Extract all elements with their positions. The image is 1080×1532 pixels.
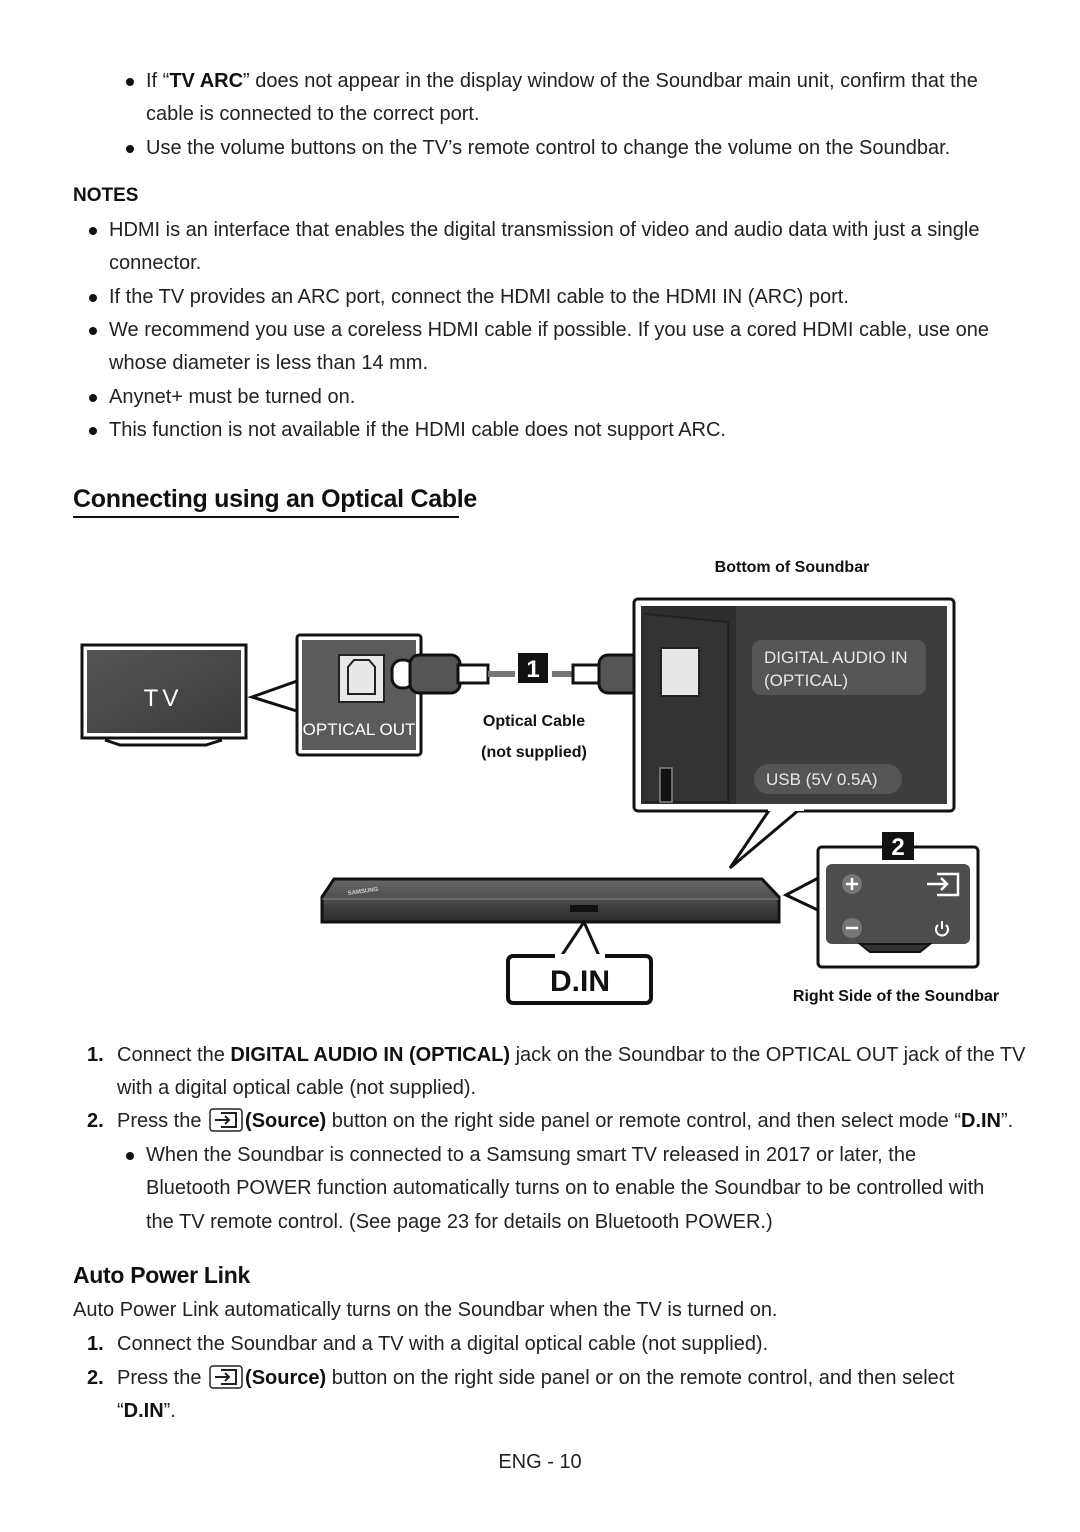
note-item-cont: whose diameter is less than 14 mm.	[109, 352, 429, 374]
bullet-dot	[126, 78, 134, 86]
step-1-text: Connect the DIGITAL AUDIO IN (OPTICAL) jack on the Soundbar to the OPTICAL OUT jack of the TV	[117, 1044, 1026, 1066]
sub-bullet: When the Soundbar is connected to a Samsung smart TV released in 2017 or later, the	[146, 1144, 917, 1166]
bold-tv-arc: TV ARC	[169, 70, 244, 92]
optical-out-panel	[297, 635, 421, 755]
bullet-dot	[89, 394, 97, 402]
bottom-of-soundbar-label: Bottom of Soundbar	[714, 559, 870, 576]
bullet-dot	[89, 294, 97, 302]
step-1-badge-number: 1	[526, 656, 540, 683]
digital-audio-in-label: DIGITAL AUDIO IN	[764, 648, 908, 667]
source-icon	[209, 1365, 243, 1389]
note-item: If the TV provides an ARC port, connect the HDMI cable to the HDMI IN (ARC) port.	[109, 286, 849, 308]
step-number: 2.	[87, 1367, 104, 1389]
page-number: ENG - 10	[498, 1451, 582, 1473]
step-2-text: Press the (Source) button on the right side panel or remote control, and then select mode “D.IN”.	[117, 1110, 1014, 1132]
note-item: We recommend you use a coreless HDMI cable if possible. If you use a cored HDMI cable, use one	[109, 319, 990, 341]
brand-mark: SAMSUNG	[347, 886, 379, 897]
tv-illustration	[82, 645, 246, 745]
auto-power-link-intro: Auto Power Link automatically turns on the Soundbar when the TV is turned on.	[73, 1299, 778, 1321]
cable-label-line1: Optical Cable	[482, 713, 586, 730]
auto-power-link-title: Auto Power Link	[73, 1262, 250, 1288]
bullet-dot	[89, 427, 97, 435]
digital-audio-in-jack	[661, 648, 699, 696]
section-title-underline	[73, 516, 459, 518]
notes-heading: NOTES	[73, 185, 139, 206]
usb-port	[660, 768, 672, 802]
display-callout-pointer	[560, 922, 600, 958]
optical-connection-diagram	[0, 540, 1080, 1020]
step-number: 1.	[87, 1044, 104, 1066]
note-item: This function is not available if the HDMI cable does not support ARC.	[109, 419, 726, 441]
source-icon	[209, 1108, 243, 1132]
step-number: 2.	[87, 1110, 104, 1132]
bullet-tv-arc: If “TV ARC” does not appear in the display window of the Soundbar main unit, confirm that the	[146, 70, 978, 92]
soundbar-illustration	[322, 879, 779, 922]
note-item: HDMI is an interface that enables the digital transmission of video and audio data with just a single	[109, 219, 980, 241]
cable-label-line2: (not supplied)	[481, 744, 587, 761]
tv-callout-pointer	[252, 680, 300, 712]
bullet-dot	[126, 145, 134, 153]
sub-bullet-cont: Bluetooth POWER function automatically turns on to enable the Soundbar to be controlled with	[146, 1177, 985, 1199]
note-item-cont: connector.	[109, 252, 202, 274]
step-number: 1.	[87, 1333, 104, 1355]
step-1-text-cont: with a digital optical cable (not supplied).	[117, 1077, 477, 1099]
bullet-dot	[89, 327, 97, 335]
right-side-panel	[818, 832, 978, 967]
auto-power-step-1: Connect the Soundbar and a TV with a digital optical cable (not supplied).	[117, 1333, 769, 1355]
right-side-label: Right Side of the Soundbar	[792, 988, 1000, 1005]
section-title: Connecting using an Optical Cable	[73, 485, 478, 513]
tv-label: TV	[143, 685, 183, 712]
note-item: Anynet+ must be turned on.	[109, 386, 356, 408]
soundbar-bottom-panel	[634, 599, 954, 811]
auto-power-step-2-cont: “D.IN”.	[117, 1400, 176, 1422]
auto-power-step-2: Press the (Source) button on the right side panel or on the remote control, and then select	[117, 1367, 955, 1389]
bullet-dot	[126, 1152, 134, 1160]
step-2-badge-number: 2	[891, 834, 905, 861]
bottom-callout-pointer	[730, 809, 800, 868]
display-text: D.IN	[550, 965, 610, 998]
usb-label: USB (5V 0.5A)	[766, 770, 878, 789]
bullet-dot	[89, 227, 97, 235]
optical-out-label: OPTICAL OUT	[302, 720, 416, 739]
bullet-volume: Use the volume buttons on the TV’s remote control to change the volume on the Soundbar.	[146, 137, 951, 159]
optical-label: (OPTICAL)	[764, 671, 849, 690]
bullet-tv-arc-cont: cable is connected to the correct port.	[146, 103, 480, 125]
sub-bullet-cont: the TV remote control. (See page 23 for details on Bluetooth POWER.)	[146, 1211, 773, 1233]
